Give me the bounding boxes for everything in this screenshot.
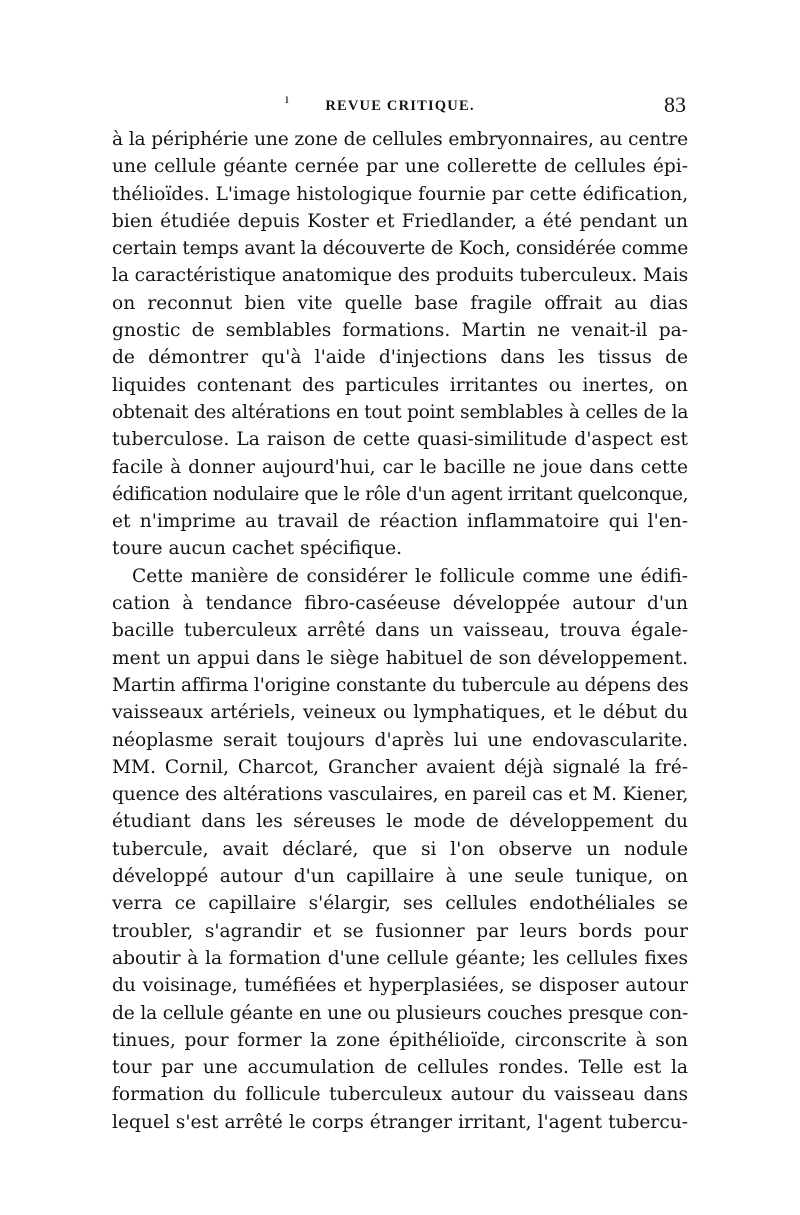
text-line: tubercule, avait déclaré, que si l'on observe un nodule [112,838,688,860]
paragraph [112,563,688,1136]
text-line: MM. Cornil, Charcot, Grancher avaient déjà signalé la fré- [112,756,688,778]
text-line: et n'imprime au travail de réaction inflammatoire qui l'en- [112,511,688,533]
text-line: facile à donner aujourd'hui, car le bacille ne joue dans cette [112,456,688,478]
text-line: la caractéristique anatomique des produits tuberculeux. Mais [112,265,688,287]
text-line: vaisseaux artériels, veineux ou lymphatiques, et le début du [112,702,688,724]
text-line: gnostic de semblables formations. Martin ne venait-il pa- [112,320,688,342]
text-line: de la cellule géante en une ou plusieurs couches presque con- [112,1002,689,1024]
header-mark: ı [285,92,289,107]
text-line: formation du follicule tuberculeux autour du vaisseau dans [112,1084,688,1106]
text-line: obtenait des altérations en tout point semblables à celles de la [112,401,689,423]
text-line: verra ce capillaire s'élargir, ses cellules endothéliales se [112,893,688,915]
text-line: du voisinage, tuméfiées et hyperplasiées, se disposer autour [112,975,688,997]
text-line: thélioïdes. L'image histologique fournie par cette édification, [112,183,689,205]
text-line: développé autour d'un capillaire à une seule tunique, on [112,866,688,888]
text-line: étudiant dans les séreuses le mode de développement du [112,811,688,833]
text-line: tinues, pour former la zone épithélioïde, circonscrite à son [112,1029,688,1051]
text-line: Cette manière de considérer le follicule comme une édifi- [132,565,688,587]
running-header [112,92,688,126]
text-line: de démontrer qu'à l'aide d'injections dans les tissus de [112,347,688,369]
running-title: REVUE CRITIQUE. [325,98,475,114]
text-line: on reconnut bien vite quelle base fragile offrait au dias [112,292,688,314]
text-line: à la périphérie une zone de cellules embryonnaires, au centre [112,129,688,150]
page-number: 83 [664,92,686,117]
text-line: une cellule géante cernée par une collerette de cellules épi- [112,156,688,178]
text-line: liquides contenant des particules irritantes ou inertes, on [112,374,688,396]
text-line: toure aucun cachet spécifique. [112,538,403,560]
text-line: bacille tuberculeux arrêté dans un vaisseau, trouva égale- [112,620,688,642]
text-line: troubler, s'agrandir et se fusionner par leurs bords pour [112,920,688,942]
text-line: tour par une accumulation de cellules rondes. Telle est la [112,1057,688,1079]
text-line: certain temps avant la découverte de Koch, considérée comme [112,238,688,260]
paragraph [112,126,688,563]
body-text [112,126,688,1136]
text-line: aboutir à la formation d'une cellule géante; les cellules fixes [112,947,688,969]
text-line: ment un appui dans le siège habituel de son développement. [112,647,688,669]
text-line: tuberculose. La raison de cette quasi-similitude d'aspect est [112,429,688,451]
book-page [112,92,688,1136]
text-line: néoplasme serait toujours d'après lui une endovascularite. [112,729,688,751]
text-line: lequel s'est arrêté le corps étranger irritant, l'agent tubercu- [112,1111,688,1133]
text-line: cation à tendance fibro-caséeuse développée autour d'un [112,593,688,615]
text-line: édification nodulaire que le rôle d'un agent irritant quelconque, [112,483,689,505]
text-line: bien étudiée depuis Koster et Friedlander, a été pendant un [112,210,688,232]
text-line: quence des altérations vasculaires, en pareil cas et M. Kiener, [112,784,689,806]
text-line: Martin affirma l'origine constante du tubercule au dépens des [112,674,689,696]
